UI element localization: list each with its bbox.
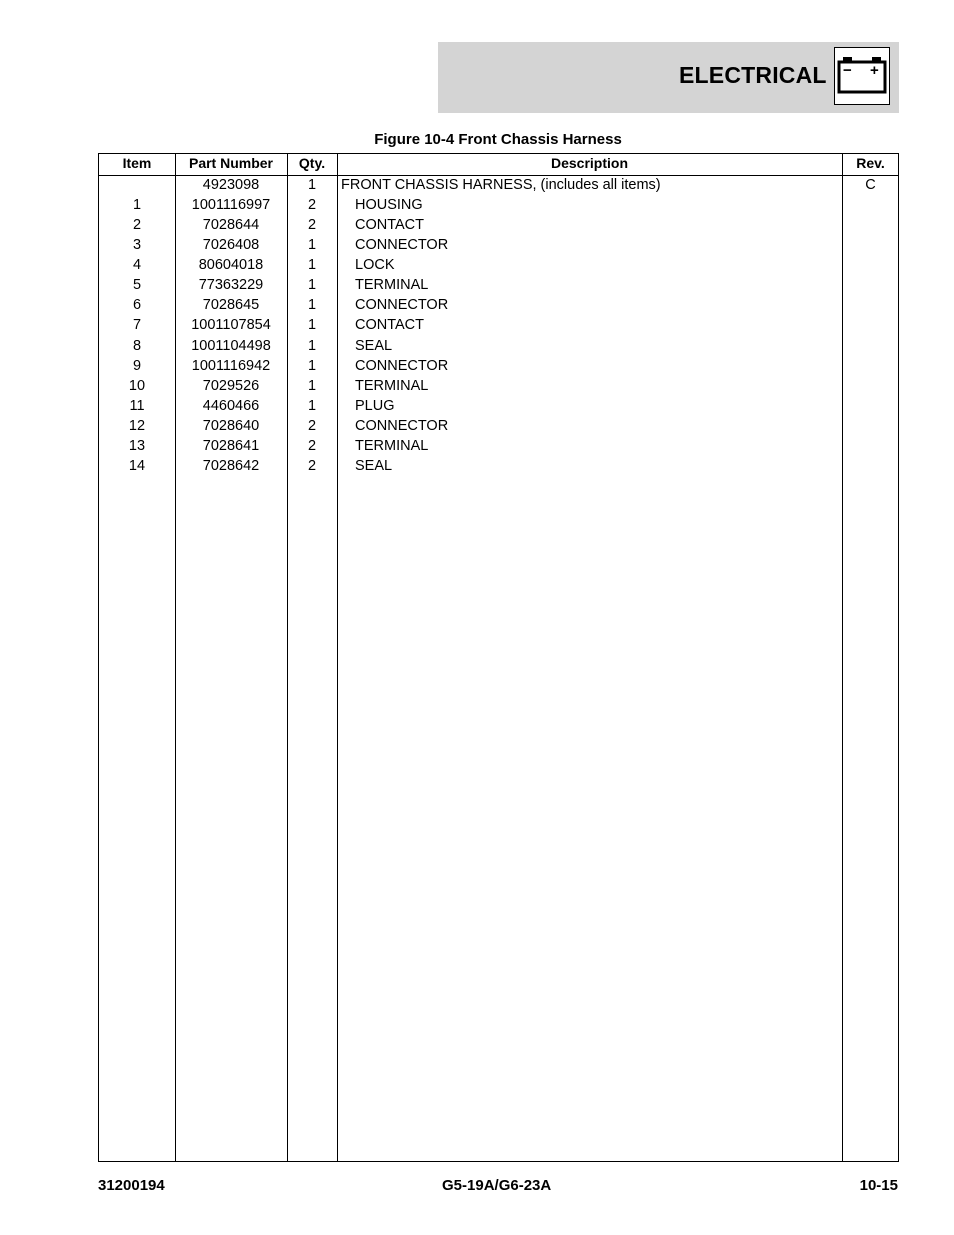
table-row	[99, 195, 898, 215]
cell-part-number: 7028644	[202, 217, 260, 234]
cell-description: PLUG	[355, 397, 395, 414]
cell-description: LOCK	[355, 257, 395, 274]
cell-part-number: 7028641	[202, 437, 260, 454]
footer-page-number: 10-15	[859, 1177, 898, 1194]
cell-rev: C	[865, 177, 876, 193]
cell-description: CONNECTOR	[355, 357, 449, 374]
cell-qty: 1	[307, 377, 317, 394]
cell-description: TERMINAL	[355, 377, 429, 394]
column-header-qty: Qty.	[298, 155, 326, 171]
cell-qty: 1	[307, 277, 317, 294]
cell-description: SEAL	[355, 457, 393, 474]
cell-qty: 1	[307, 397, 317, 414]
table-row	[99, 356, 898, 376]
cell-description: HOUSING	[355, 197, 423, 214]
cell-item: 10	[128, 377, 146, 394]
cell-item: 14	[128, 457, 146, 474]
cell-part-number: 7028640	[202, 417, 260, 434]
cell-qty: 1	[307, 177, 317, 193]
cell-item: 12	[128, 417, 146, 434]
cell-item: 8	[132, 337, 142, 354]
battery-icon	[834, 47, 890, 105]
section-title: ELECTRICAL	[679, 62, 827, 88]
cell-qty: 1	[307, 357, 317, 374]
cell-qty: 2	[307, 457, 317, 474]
cell-qty: 1	[307, 257, 317, 274]
section-header-band	[438, 42, 899, 113]
table-row	[99, 336, 898, 356]
cell-description: SEAL	[355, 337, 393, 354]
cell-qty: 2	[307, 417, 317, 434]
cell-part-number: 1001116997	[191, 197, 271, 214]
cell-item: 11	[129, 397, 145, 414]
cell-part-number: 7028642	[202, 457, 260, 474]
cell-item: 2	[132, 217, 142, 234]
cell-item: 1	[132, 197, 142, 214]
table-row	[99, 235, 898, 255]
cell-part-number: 1001107854	[191, 317, 271, 334]
cell-description: FRONT CHASSIS HARNESS, (includes all items)	[341, 177, 661, 193]
column-header-rev: Rev.	[856, 155, 885, 171]
cell-description: CONTACT	[355, 317, 425, 334]
cell-item: 6	[132, 297, 142, 314]
cell-part-number: 7029526	[202, 377, 260, 394]
table-row	[99, 315, 898, 335]
cell-qty: 1	[307, 297, 317, 314]
cell-qty: 1	[307, 317, 317, 334]
table-row	[99, 456, 898, 476]
cell-part-number: 80604018	[198, 257, 264, 274]
column-header-description: Description	[550, 155, 628, 171]
battery-minus-sign: −	[843, 62, 852, 79]
cell-description: TERMINAL	[355, 437, 429, 454]
cell-part-number: 1001116942	[191, 357, 271, 374]
table-row	[99, 436, 898, 456]
cell-item: 13	[128, 437, 146, 454]
cell-qty: 2	[307, 217, 317, 234]
cell-item: 5	[132, 277, 142, 294]
cell-qty: 1	[307, 237, 317, 254]
cell-part-number: 7026408	[202, 237, 260, 254]
cell-description: CONNECTOR	[355, 297, 449, 314]
table-row	[99, 175, 898, 195]
table-row	[99, 396, 898, 416]
table-row	[99, 295, 898, 315]
cell-item: 4	[132, 257, 142, 274]
cell-qty: 2	[307, 437, 317, 454]
cell-part-number: 1001104498	[191, 337, 271, 354]
table-row	[99, 416, 898, 436]
cell-description: TERMINAL	[355, 277, 429, 294]
cell-description: CONNECTOR	[355, 237, 449, 254]
table-row	[99, 275, 898, 295]
footer-model: G5-19A/G6-23A	[442, 1177, 552, 1194]
cell-part-number: 4460466	[202, 397, 260, 414]
table-row	[99, 255, 898, 275]
cell-part-number: 77363229	[198, 277, 264, 294]
cell-item: 9	[132, 357, 142, 374]
cell-qty: 2	[307, 197, 317, 214]
parts-table	[98, 153, 899, 1162]
cell-item: 7	[132, 317, 142, 334]
cell-description: CONTACT	[355, 217, 425, 234]
footer-doc-number: 31200194	[98, 1177, 165, 1194]
figure-title: Figure 10-4 Front Chassis Harness	[374, 131, 622, 148]
cell-part-number: 4923098	[202, 177, 260, 193]
battery-plus-sign: +	[870, 62, 879, 79]
cell-qty: 1	[307, 337, 317, 354]
table-row	[99, 215, 898, 235]
cell-description: CONNECTOR	[355, 417, 449, 434]
cell-item: 3	[132, 237, 142, 254]
cell-part-number: 7028645	[202, 297, 260, 314]
column-header-part-number: Part Number	[188, 155, 274, 171]
column-header-item: Item	[122, 155, 152, 171]
table-row	[99, 376, 898, 396]
